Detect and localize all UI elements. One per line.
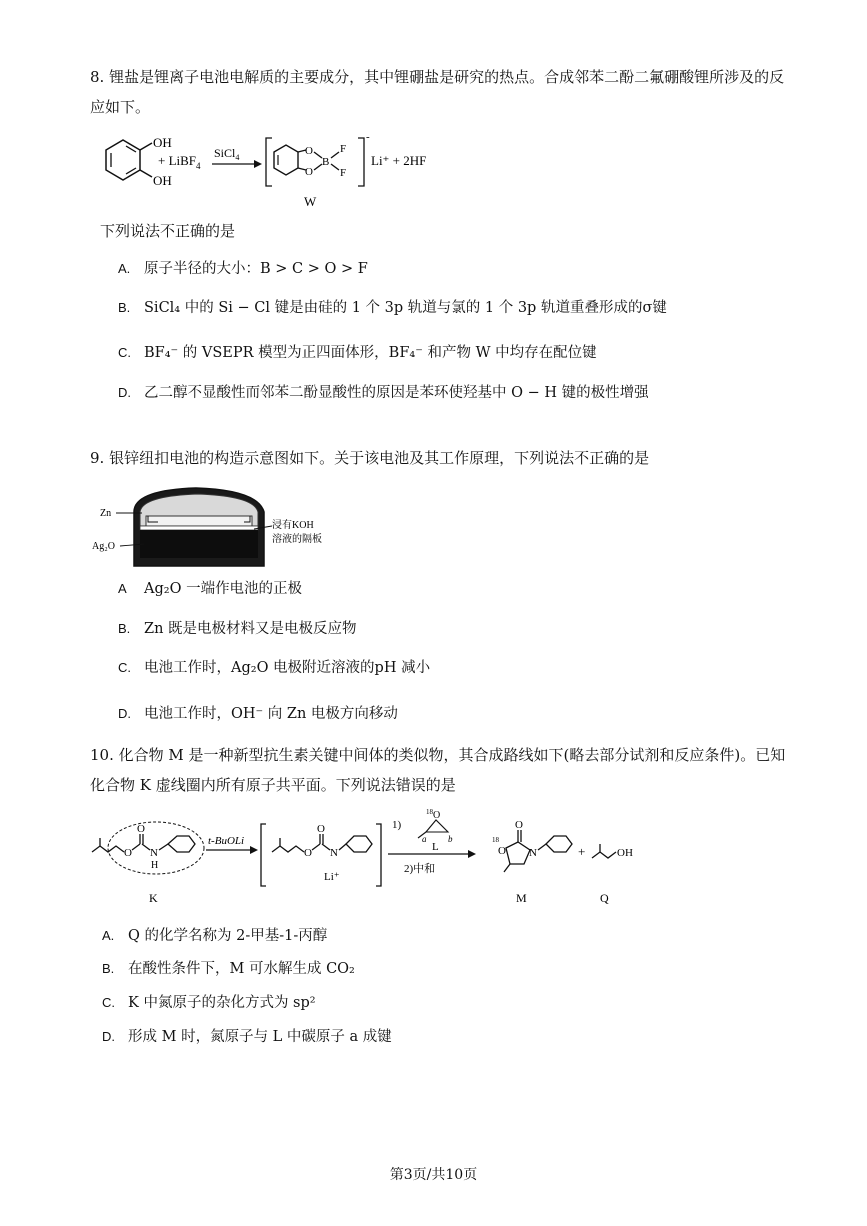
label-m: M — [516, 891, 527, 905]
svg-text:F: F — [340, 167, 347, 179]
ag2o-region — [140, 530, 258, 558]
epoxide-ring — [426, 820, 448, 832]
svg-text:b: b — [448, 834, 453, 844]
svg-text:Li⁺: Li⁺ — [324, 871, 340, 883]
intermediate-phenyl-ring — [346, 836, 372, 852]
svg-text:N: N — [529, 847, 537, 859]
svg-text:N: N — [150, 847, 158, 859]
reagent-libf4: + LiBF$_4$ — [158, 153, 201, 171]
k-phenyl-ring — [168, 836, 195, 852]
label-zn: Zn — [100, 508, 112, 519]
label-separator-line2: 溶液的隔板 — [272, 534, 322, 545]
intermediate-chain — [272, 846, 304, 852]
bracket-left — [266, 138, 272, 186]
q10-synthesis-scheme — [86, 806, 646, 910]
q8-option-a: A. 原子半径的大小：B > C > O > F — [118, 261, 368, 277]
svg-text:O: O — [317, 823, 325, 835]
q8-option-b: B. SiCl₄ 中的 Si − Cl 键是由硅的 1 个 3p 轨道与氯的 1 个 3p 轨道重叠形成的σ键 — [118, 300, 667, 316]
q10-stem-line1: 10. 化合物 M 是一种新型抗生素关键中间体的类似物，其合成路线如下(略去部分试剂和反应条件)。已知 — [90, 746, 786, 764]
q9-option-c: C. 电池工作时，Ag₂O 电极附近溶液的pH 减小 — [118, 660, 431, 676]
q8-stem-line1: 8. 锂盐是锂离子电池电解质的主要成分，其中锂硼盐是研究的热点。合成邻苯二酚二氟硼酸锂所涉及的反 — [90, 68, 785, 86]
separator — [140, 526, 258, 530]
svg-text:O: O — [433, 810, 441, 821]
label-w: W — [304, 194, 317, 209]
reagent-tbuoli: t-BuOLi — [208, 835, 245, 847]
label-q: Q — [600, 891, 609, 905]
page-footer: 第3页/共10页 — [389, 1167, 478, 1183]
svg-text:a: a — [422, 834, 427, 844]
label-ag2o: Ag₂O — [92, 541, 115, 552]
svg-text:O: O — [515, 819, 523, 831]
svg-text:N: N — [330, 847, 338, 859]
svg-text:O: O — [498, 845, 506, 857]
q10-option-b: B. 在酸性条件下，M 可水解生成 CO₂ — [102, 961, 355, 977]
arrow-label-sicl4: SiCl$_4$ — [214, 146, 240, 162]
svg-text:O: O — [137, 823, 145, 835]
m-oxazolidinone-ring — [506, 842, 530, 864]
svg-text:B: B — [322, 156, 330, 168]
q9-option-b: B. Zn 既是电极材料又是电极反应物 — [118, 621, 357, 637]
q10-option-d: D. 形成 M 时，氮原子与 L 中碳原子 a 成键 — [102, 1029, 392, 1045]
q8-stem-line2: 应如下。 — [90, 98, 151, 116]
svg-text:2)中和: 2)中和 — [404, 863, 436, 875]
svg-text:O: O — [124, 847, 132, 859]
product-tail: Li⁺ + 2HF — [371, 153, 427, 168]
svg-text:O: O — [304, 847, 312, 859]
svg-text:-: - — [366, 131, 370, 143]
svg-text:OH: OH — [617, 847, 633, 859]
q8-option-c: C. BF₄⁻ 的 VSEPR 模型为正四面体形，BF₄⁻ 和产物 W 中均存在配位键 — [118, 345, 597, 361]
q10-stem-line2: 化合物 K 虚线圈内所有原子共平面。下列说法错误的是 — [90, 776, 456, 794]
q8-reaction-scheme — [86, 128, 546, 212]
q9-option-a: A Ag₂O 一端作电池的正极 — [118, 581, 303, 597]
q10-option-a: A. Q 的化学名称为 2-甲基-1-丙醇 — [102, 928, 328, 944]
m-phenyl-ring — [546, 836, 572, 852]
q-isobutanol-chain — [592, 852, 616, 858]
label-separator-line1: 浸有KOH — [272, 520, 314, 531]
label-k: K — [149, 891, 158, 905]
svg-text:O: O — [305, 145, 313, 157]
q8-prompt: 下列说法不正确的是 — [100, 222, 236, 240]
svg-text:18: 18 — [492, 836, 499, 844]
intermediate-bracket-right — [376, 824, 381, 886]
bracket-right — [358, 138, 364, 186]
oh-top-label: OH — [153, 135, 172, 150]
q9-option-d: D. 电池工作时，OH⁻ 向 Zn 电极方向移动 — [118, 706, 398, 722]
svg-text:18: 18 — [426, 808, 433, 816]
svg-text:1): 1) — [392, 819, 402, 831]
svg-text:+: + — [578, 844, 586, 859]
q10-option-c: C. K 中氮原子的杂化方式为 sp² — [102, 995, 316, 1011]
intermediate-bracket-left — [261, 824, 266, 886]
q9-stem: 9. 银锌纽扣电池的构造示意图如下。关于该电池及其工作原理，下列说法不正确的是 — [90, 449, 650, 467]
label-l: L — [432, 841, 439, 853]
q8-option-d: D. 乙二醇不显酸性而邻苯二酚显酸性的原因是苯环使羟基中 O − H 键的极性增强 — [118, 385, 649, 401]
oh-bottom-label: OH — [153, 173, 172, 188]
svg-text:H: H — [151, 860, 159, 871]
button-cell-diagram — [86, 482, 346, 572]
svg-text:F: F — [340, 143, 347, 155]
svg-text:O: O — [305, 166, 313, 178]
